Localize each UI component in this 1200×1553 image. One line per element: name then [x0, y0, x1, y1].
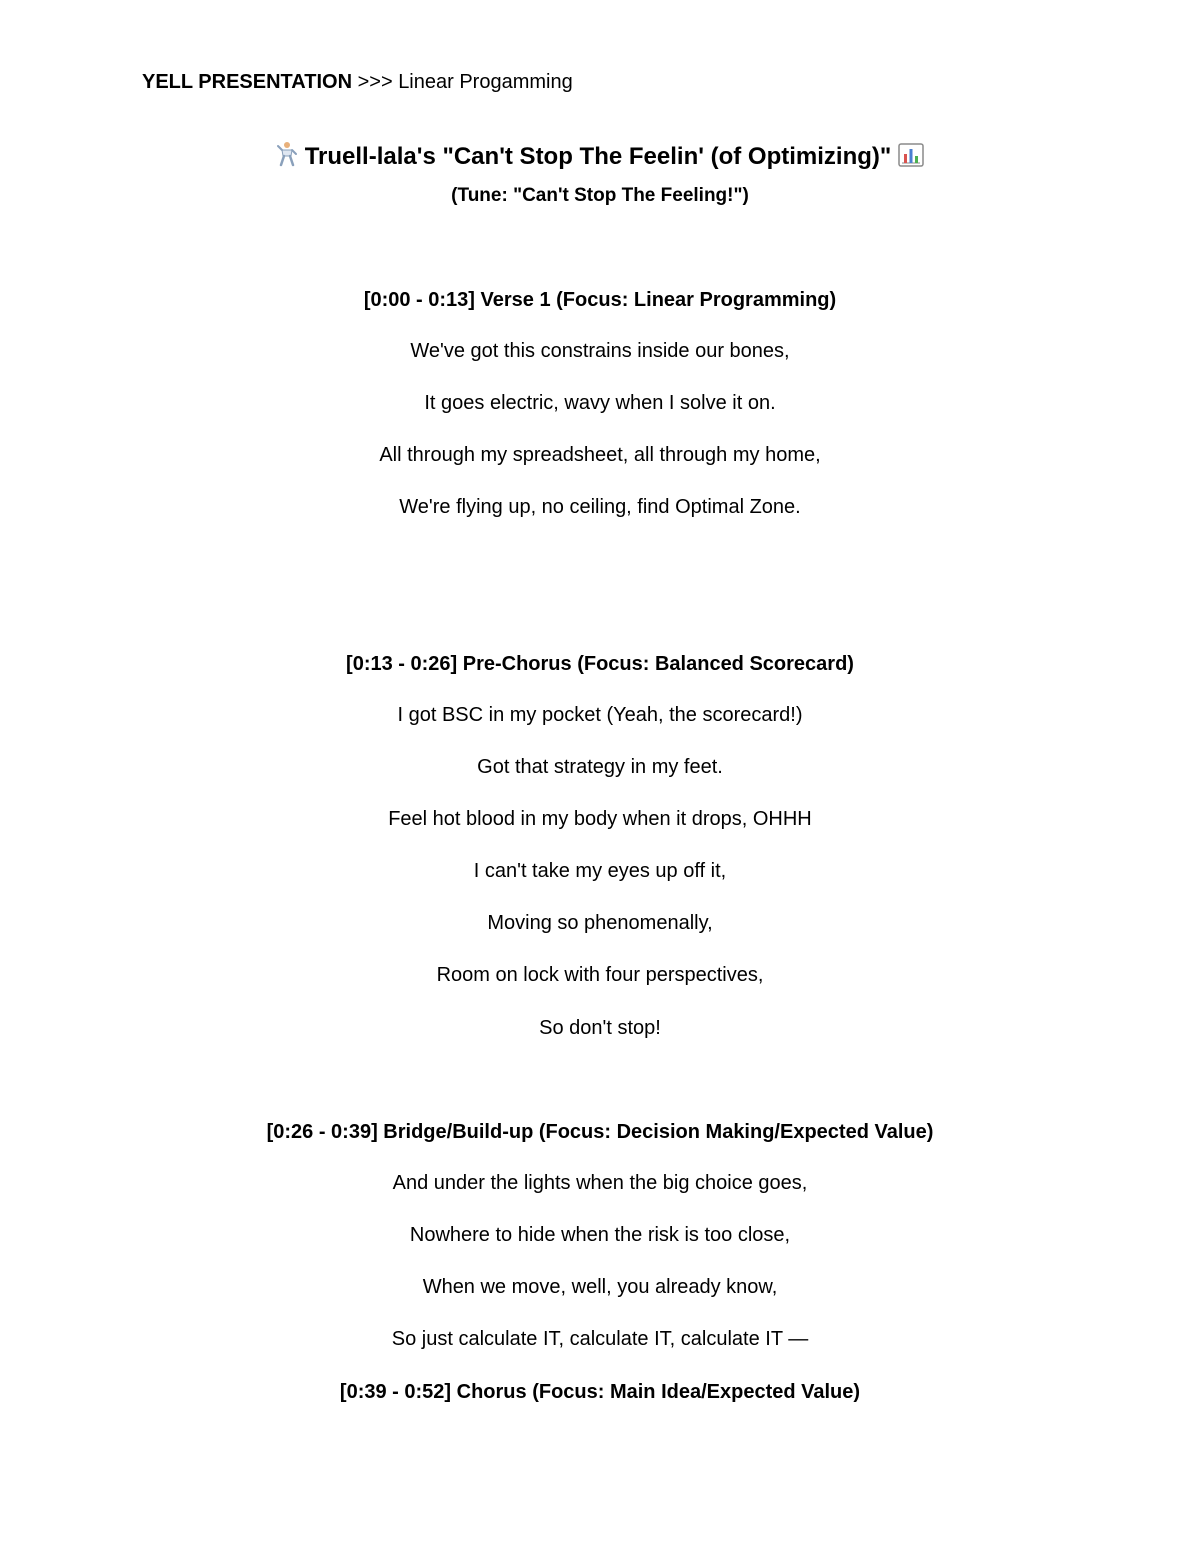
header-separator: >>>	[352, 71, 399, 93]
lyric-line: We've got this constrains inside our bones,	[410, 340, 790, 362]
bar-chart-icon	[898, 143, 924, 174]
lyric-line: So don't stop!	[539, 1017, 661, 1039]
lyric-line: Got that strategy in my feet.	[477, 756, 723, 778]
song-tune: (Tune: "Can't Stop The Feeling!")	[451, 185, 749, 206]
section-heading-chorus: [0:39 - 0:52] Chorus (Focus: Main Idea/Expected Value)	[339, 1381, 861, 1403]
lyric-line: I can't take my eyes up off it,	[473, 860, 727, 882]
header-topic: Linear Progamming	[398, 71, 573, 93]
lyric-line: Room on lock with four perspectives,	[436, 964, 764, 986]
lyric-line: Nowhere to hide when the risk is too close,	[409, 1224, 791, 1246]
song-title	[0, 141, 1200, 174]
section-heading-bridge: [0:26 - 0:39] Bridge/Build-up (Focus: Decision Making/Expected Value)	[266, 1121, 934, 1143]
lyric-line: And under the lights when the big choice goes,	[392, 1172, 808, 1194]
lyric-line: Feel hot blood in my body when it drops, OHHH	[388, 808, 812, 830]
lyric-line: We're flying up, no ceiling, find Optimal Zone.	[399, 496, 801, 518]
lyric-line: I got BSC in my pocket (Yeah, the scorecard!)	[397, 704, 803, 726]
section-heading-pre-chorus: [0:13 - 0:26] Pre-Chorus (Focus: Balanced Scorecard)	[346, 653, 854, 675]
lyric-line: So just calculate IT, calculate IT, calculate IT —	[391, 1328, 809, 1350]
lyric-line: It goes electric, wavy when I solve it on.	[424, 392, 776, 414]
dancer-icon	[276, 141, 298, 174]
header-presentation-label: YELL PRESENTATION	[142, 71, 353, 93]
song-title-text: Truell-lala's "Can't Stop The Feelin' (of Optimizing)"	[304, 143, 892, 170]
document-header	[142, 71, 573, 94]
lyric-line: All through my spreadsheet, all through my home,	[379, 444, 821, 466]
lyric-line: When we move, well, you already know,	[422, 1276, 778, 1298]
lyric-line: Moving so phenomenally,	[487, 912, 713, 934]
section-heading-verse-1: [0:00 - 0:13] Verse 1 (Focus: Linear Programming)	[363, 289, 837, 311]
